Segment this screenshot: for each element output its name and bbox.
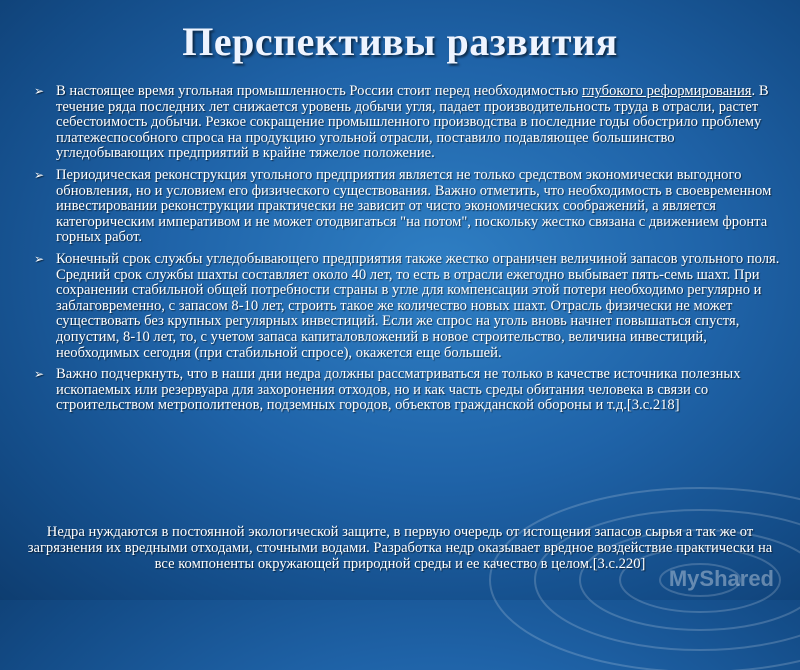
bullet-arrow-icon: ➢ bbox=[34, 367, 45, 382]
watermark: MyShared bbox=[668, 566, 774, 591]
bullet-item bbox=[34, 168, 782, 246]
slide-title: Перспективы развития bbox=[182, 19, 618, 64]
bullet-text: Периодическая реконструкция угольного предприятия является не только средством экономически выгодного обновления, но и условием его физического существования. Важно отметить, что необходимость в своевременном инвестировании реконструкции практически не зависит от чисто экономических соображений, а является категорическим императивом и не может отодвигаться "на потом", поскольку жестко связана с движением фронта горных работ. bbox=[56, 166, 772, 246]
bullet-text: Конечный срок службы угледобывающего предприятия также жестко ограничен величиной запасов угольного поля. Средний срок службы шахты составляет около 40 лет, то есть в отрасли ежегодно выбывает пять-семь шахт. При сохранении стабильной общей потребности страны в угле для компенсации этой потери необходимо регулярно и заблаговременно, с запасом 8-10 лет, строить такое же количество новых шахт. Отрасль физически не может существовать без крупных регулярных инвестиций. Если же спрос на уголь вновь начнет повышаться спустя, допустим, 8-10 лет, то, с учетом запаса капиталовложений в новое строительство, величина инвестиций, необходимых сегодня (при стабильной спросе), окажется еще большей. bbox=[56, 250, 780, 361]
bullet-item bbox=[34, 84, 782, 162]
slide-content bbox=[34, 84, 782, 420]
bullet-item bbox=[34, 252, 782, 361]
closing-paragraph: Недра нуждаются в постоянной экологической защите, в первую очередь от истощения запасов сырья а так же от загрязнения их вредными отходами, сточными водами. Разработка недр оказывает вредное воздействие практически на все компоненты окружающей природной среды и ее качество в целом.[3.с.220] bbox=[27, 524, 773, 572]
bullet-text: В настоящее время угольная промышленность России стоит перед необходимостью bbox=[56, 83, 583, 99]
bullet-text: . В течение ряда последних лет снижается уровень добычи угля, падает производительность труда в отрасли, растет себестоимость добычи. Резкое сокращение промышленного производства в последние годы обострило проблему платежеспособного спроса на продукцию угольной отрасли, поставило подавляющее большинство угледобывающих предприятий в крайне тяжелое положение. bbox=[56, 83, 769, 162]
bullet-item bbox=[34, 367, 782, 414]
underlined-text: глубокого реформирования bbox=[582, 83, 752, 99]
bullet-arrow-icon: ➢ bbox=[34, 167, 45, 182]
bullet-arrow-icon: ➢ bbox=[34, 251, 45, 266]
bullet-text: Важно подчеркнуть, что в наши дни недра должны рассматриваться не только в качестве источника полезных ископаемых или резервуара для захоронения отходов, но и как часть среды обитания человека в связи со строительством метрополитенов, подземных городов, объектов гражданской обороны и т.д.[3.с.218] bbox=[56, 366, 741, 414]
bullet-arrow-icon: ➢ bbox=[34, 84, 45, 98]
